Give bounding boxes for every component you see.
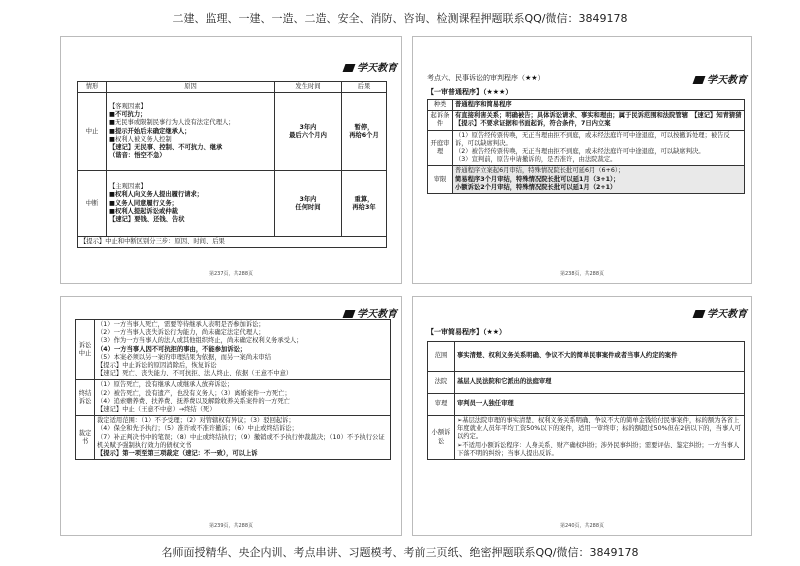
- row-label: 审理: [428, 394, 455, 416]
- row-label: 中断: [78, 171, 107, 237]
- bottom-banner: 名师面授精华、央企内训、考点串讲、习题模考、考前三页纸、绝密押题联系QQ/微信：3849178: [161, 546, 639, 559]
- row-label: 种类: [428, 100, 453, 111]
- page-trial-procedure: [412, 36, 752, 284]
- top-banner: 二建、监理、一建、一造、二造、安全、消防、咨询、检测课程押题联系QQ/微信：3849178: [172, 12, 628, 25]
- row-content: 基层人民法院和它派出的法庭审理: [455, 372, 745, 394]
- page-number: 第237页，共288页: [208, 271, 254, 277]
- row-content: 普通程序立案起6月审结，特殊情况院长批可延6月（6+6）； 简易程序3个月审结，特殊情况院长批可以延1月（3+1）； 小额诉讼2个月审结，特殊情况院长批可以延1月（2+1）: [453, 166, 745, 194]
- row-label: 终结诉讼: [76, 380, 95, 416]
- row-label: 范围: [428, 342, 455, 372]
- col-header: 发生时间: [275, 82, 342, 93]
- row-result: 暂停， 再给6个月: [342, 93, 387, 171]
- page-suspension-termination: [60, 296, 402, 536]
- row-label: 中止: [78, 93, 107, 171]
- page-number: 第240页，共288页: [559, 523, 605, 529]
- page-number: 第238页，共288页: [559, 271, 605, 277]
- page-simplified-procedure: [412, 296, 752, 536]
- row-label: 起诉条件: [428, 111, 453, 130]
- row-reasons: 【客观因素】 ■不可抗力； ■无民事或限制民事行为人没有法定代理人； ■提示开始后未确定继承人； ■权利人被义务人控制 【速记】无民事、控制、不可抗力、继承 （谐音：悟空不急）: [107, 93, 275, 171]
- row-label: 诉讼中止: [76, 320, 95, 380]
- logo: 学天教育: [694, 305, 747, 320]
- row-content: （1）一方当事人死亡，需要等待继承人表明是否参加诉讼； （2）一方当事人丧失诉讼行为能力，尚未确定法定代理人； （3）作为一方当事人的法人或其他组织终止，尚未确定权利义务承受人； （4）一方当事人因不可抗拒的事由，不能参加诉讼； （5）本案必须以另一案的审理结果为依据，而另一案尚未审结 【提示】中止诉讼的原因消除后，恢复诉讼 【速记】死亡、丧失能力、不可抗拒、法人终止、依据（王意不中意）: [95, 320, 391, 380]
- row-content: ➢基层法院审理的事实清楚、权利义务关系明确、争议不大的简单金钱给付民事案件，标的额为各省上年度就业人员年平均工资50%以下的案件，适用一审终审；标的额超过50%但在2倍以下的，当事人可以约定。 ➢不适用小额诉讼程序：人身关系、财产确权纠纷；涉外民事纠纷；需要评估、鉴定纠纷；一方当事人下落不明的纠纷；当事人提出反诉。: [455, 416, 745, 460]
- logo: 学天教育: [344, 305, 397, 320]
- section-heading: 考点六、民事诉讼的审判程序（★★）: [427, 74, 545, 82]
- litigation-table: [75, 319, 391, 460]
- row-content: 审判员一人独任审理: [455, 394, 745, 416]
- row-label: 审限: [428, 166, 453, 194]
- first-instance-table: [427, 99, 745, 194]
- row-content: 事实清楚、权利义务关系明确、争议不大的简单民事案件或者当事人约定的案件: [455, 342, 745, 372]
- logo-mark-icon: [693, 310, 706, 318]
- col-header: 后果: [342, 82, 387, 93]
- logo-mark-icon: [343, 310, 356, 318]
- row-content: （1）原告经传票传唤，无正当理由拒不到庭，或未经法庭许可中途退庭，可以按撤诉处理；被告反诉，可以缺席判决。 （2）被告经传票传唤，无正当理由拒不到庭，或未经法庭许可中途退庭，可以缺席判决。 （3）宣判前，原告申请撤诉的，是否准许，由法院裁定。: [453, 130, 745, 166]
- row-label: 法院: [428, 372, 455, 394]
- row-time: 3年内 最后六个月内: [275, 93, 342, 171]
- page-limitation-period: [60, 36, 402, 284]
- logo-mark-icon: [343, 64, 356, 72]
- section-subheading: 【一审简易程序】（★★）: [427, 328, 507, 336]
- row-result: 重算， 再给3年: [342, 171, 387, 237]
- row-content: （1）原告死亡，没有继承人或继承人放弃诉讼； （2）被告死亡，没有遗产，也没有义务人；（3）离婚案件一方死亡； （4）追索赡养费、扶养费、抚养费以及解除收养关系案件的一方死亡 【速记】中止（王意不中意）→终结（死）: [95, 380, 391, 416]
- interruption-table: [77, 81, 387, 248]
- row-time: 3年内 任何时间: [275, 171, 342, 237]
- row-content: 裁定适用范围：（1）不予受理；（2）对管辖权有异议；（3）驳回起诉； （4）保全和先予执行；（5）准许或不准许撤诉；（6）中止或终结诉讼； （7）补正判决书中的笔误；（8）中止或终结执行；（9）撤销或不予执行仲裁裁决；（10）不予执行公证机关赋予强制执行效力的债权文书 【提示】第一项至第三项裁定（速记：不一致），可以上诉: [95, 416, 391, 460]
- col-header: 原因: [107, 82, 275, 93]
- row-label: 小额诉讼: [428, 416, 455, 460]
- logo: 学天教育: [694, 71, 747, 86]
- logo: 学天教育: [344, 59, 397, 74]
- simplified-procedure-table: [427, 341, 745, 460]
- tip-row: 【提示】中止和中断区别分三步：原因、时间、后果: [78, 237, 387, 248]
- row-label: 开庭审理: [428, 130, 453, 166]
- page-number: 第239页，共288页: [208, 523, 254, 529]
- row-label: 裁定书: [76, 416, 95, 460]
- row-content: 有直接利害关系；明确被告；具体诉讼请求、事实和理由；属于民诉范围和法院管辖 【速记】知青猜猜 【提示】不要求证据和书面起诉，符合条件，7日内立案: [453, 111, 745, 130]
- section-subheading: 【一审普通程序】（★★★）: [427, 88, 513, 96]
- row-content: 普通程序和简易程序: [453, 100, 745, 111]
- col-header: 情形: [78, 82, 107, 93]
- logo-mark-icon: [693, 76, 706, 84]
- row-reasons: 【主观因素】 ■权利人向义务人提出履行请求； ■义务人同意履行义务； ■权利人提起诉讼或仲裁 【速记】要钱、还钱、告状: [107, 171, 275, 237]
